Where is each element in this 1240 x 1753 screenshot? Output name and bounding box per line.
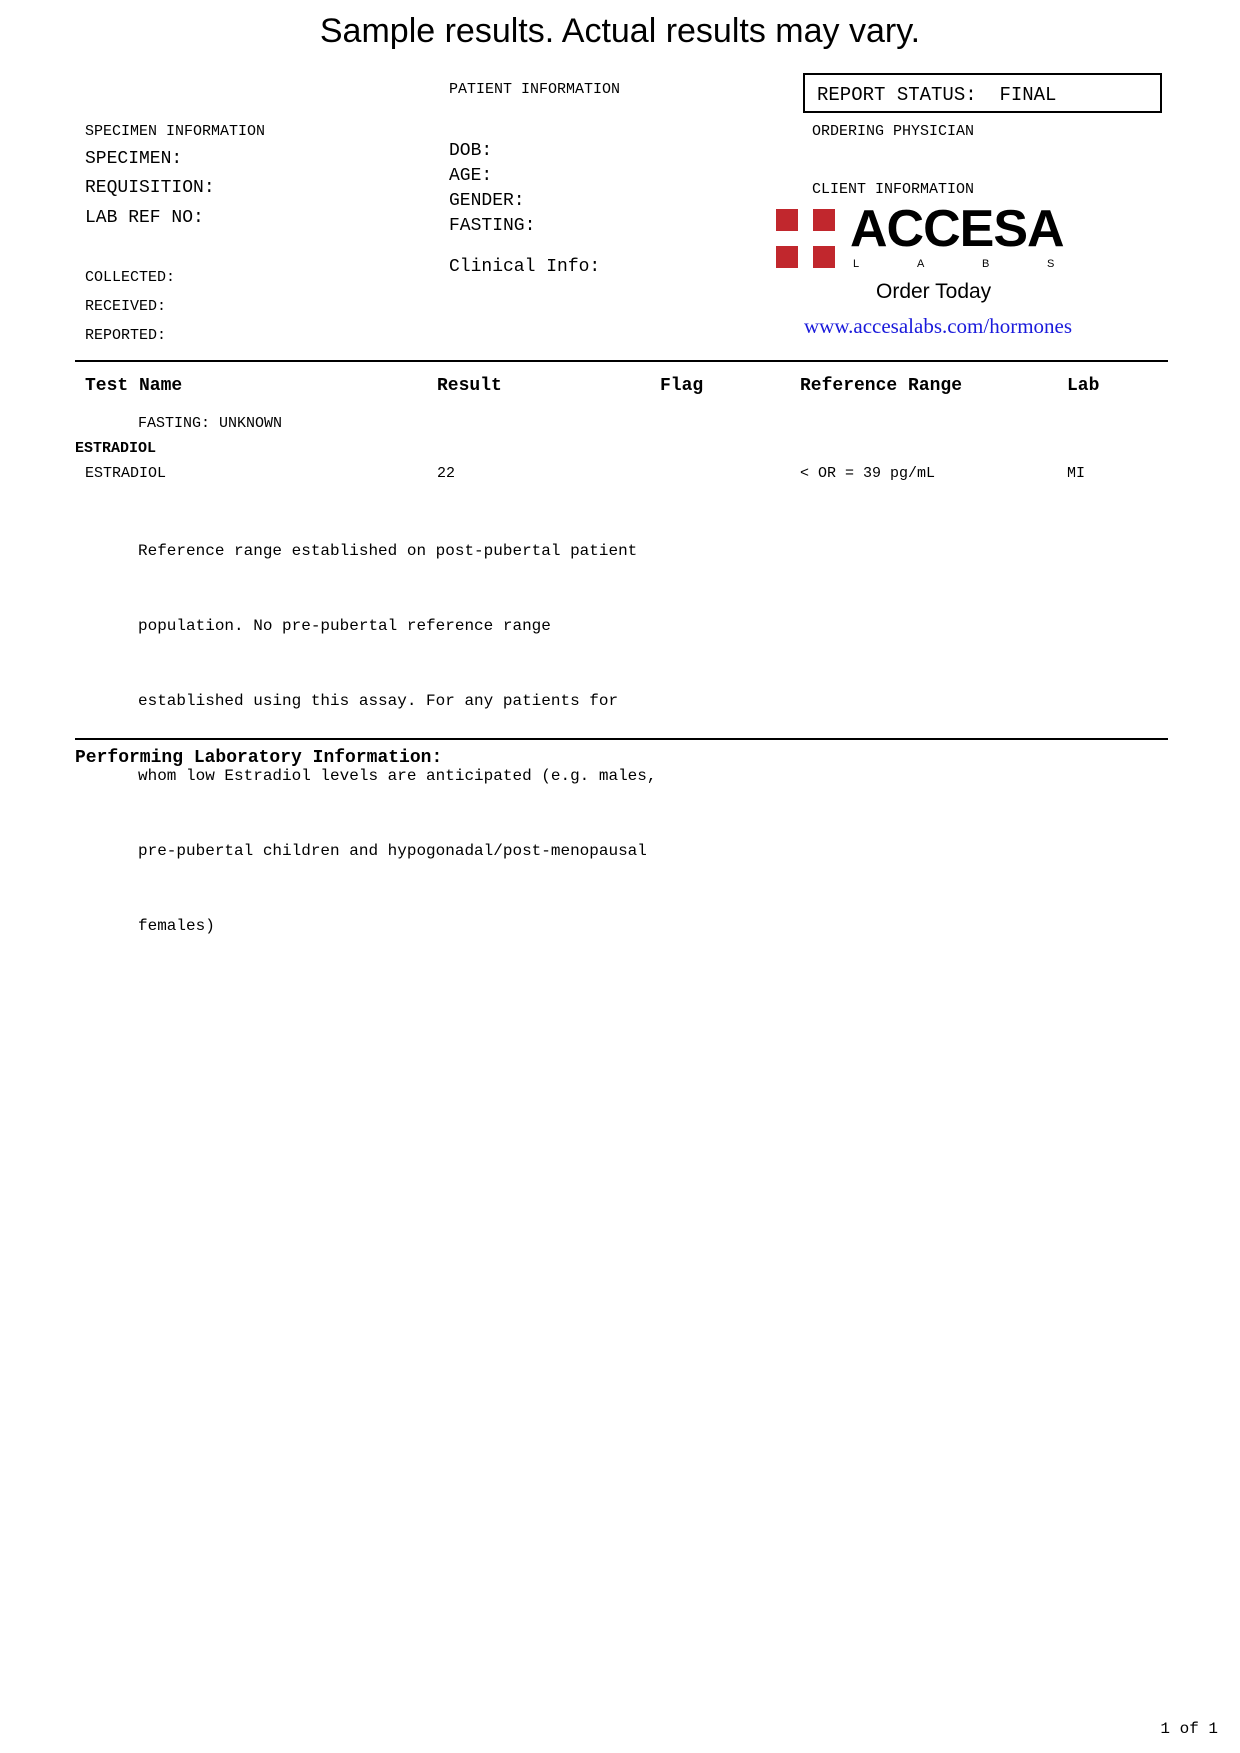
row-reference-range: < OR = 39 pg/mL: [800, 465, 936, 482]
report-status-value: FINAL: [999, 84, 1057, 106]
results-divider: [75, 738, 1168, 740]
reported-field: REPORTED:: [85, 327, 167, 344]
dob-field: DOB:: [449, 141, 493, 161]
col-flag: Flag: [660, 376, 704, 396]
sample-results-banner: Sample results. Actual results may vary.: [319, 12, 921, 50]
comment-line: established using this assay. For any patients for: [138, 692, 619, 710]
page-number: 1 of 1: [1160, 1720, 1218, 1738]
accesa-labs-logo: [776, 200, 1076, 276]
comment-line: pre-pubertal children and hypogonadal/post-menopausal: [138, 842, 647, 860]
col-test-name: Test Name: [85, 376, 183, 396]
logo-labs-b: B: [982, 258, 990, 270]
hormones-link[interactable]: www.accesalabs.com/hormones: [804, 314, 1073, 338]
collected-field: COLLECTED:: [85, 269, 176, 286]
logo-brand: ACCESA: [850, 200, 1064, 258]
reference-comment: [138, 489, 656, 964]
col-lab: Lab: [1067, 376, 1100, 396]
ordering-physician-label: ORDERING PHYSICIAN: [812, 123, 975, 140]
fasting-field: FASTING:: [449, 216, 536, 236]
performing-lab-label: Performing Laboratory Information:: [75, 748, 443, 768]
header-divider: [75, 360, 1168, 362]
col-reference-range: Reference Range: [800, 376, 963, 396]
requisition-field: REQUISITION:: [85, 178, 215, 198]
gender-field: GENDER:: [449, 191, 525, 211]
received-field: RECEIVED:: [85, 298, 167, 315]
report-status-label: REPORT STATUS:: [817, 84, 977, 106]
fasting-note: FASTING: UNKNOWN: [138, 415, 283, 432]
specimen-information-label: SPECIMEN INFORMATION: [85, 123, 266, 140]
order-today-text: Order Today: [876, 280, 992, 303]
age-field: AGE:: [449, 166, 493, 186]
comment-line: females): [138, 917, 215, 935]
logo-labs-a: A: [917, 258, 925, 270]
patient-information-label: PATIENT INFORMATION: [449, 81, 621, 98]
row-test-name: ESTRADIOL: [85, 465, 167, 482]
logo-labs-l: L: [853, 258, 860, 270]
report-status-box: [803, 73, 1162, 113]
comment-line: whom low Estradiol levels are anticipated (e.g. males,: [138, 767, 657, 785]
logo-labs-s: S: [1047, 258, 1055, 270]
comment-line: population. No pre-pubertal reference range: [138, 617, 551, 635]
specimen-field: SPECIMEN:: [85, 149, 183, 169]
test-group-title: ESTRADIOL: [75, 440, 157, 457]
row-lab: MI: [1067, 465, 1086, 482]
row-result: 22: [437, 465, 456, 482]
clinical-info-field: Clinical Info:: [449, 257, 601, 277]
comment-line: Reference range established on post-pubertal patient: [138, 542, 638, 560]
lab-ref-no-field: LAB REF NO:: [85, 208, 204, 228]
col-result: Result: [437, 376, 502, 396]
client-information-label: CLIENT INFORMATION: [812, 181, 975, 198]
report-status: [817, 84, 1056, 106]
